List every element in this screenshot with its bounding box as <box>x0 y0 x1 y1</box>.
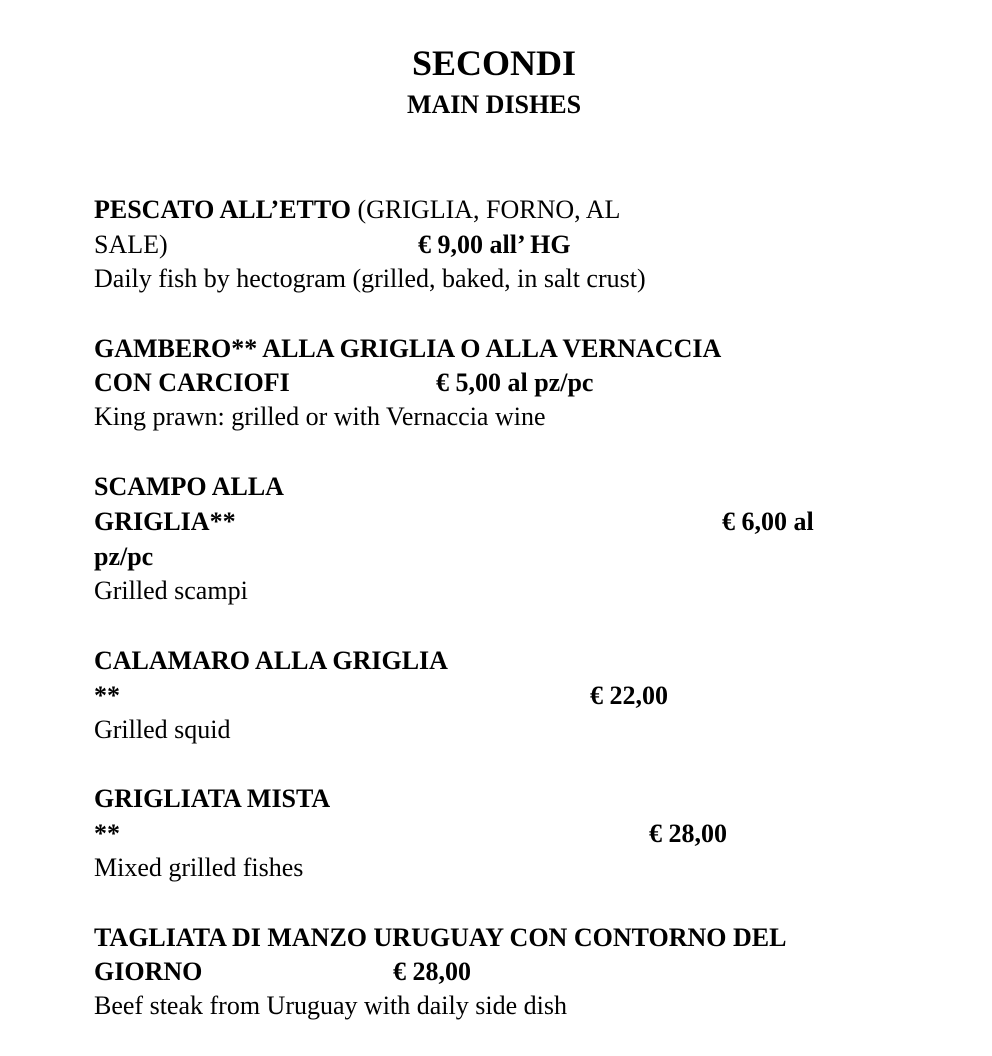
item-description: Grilled squid <box>94 715 231 744</box>
item-price: € 22,00 <box>590 681 668 710</box>
item-name-line3: pz/pc <box>94 542 154 571</box>
item-price: € 5,00 al pz/pc <box>436 368 594 397</box>
item-name-line2: ** <box>94 681 120 710</box>
item-name: PESCATO ALL’ETTO <box>94 195 351 224</box>
item-description: King prawn: grilled or with Vernaccia wine <box>94 402 546 431</box>
item-name-detail: (GRIGLIA, FORNO, AL <box>350 195 621 224</box>
item-name: GRIGLIATA MISTA <box>94 784 331 813</box>
item-description: Beef steak from Uruguay with daily side dish <box>94 991 567 1020</box>
item-name-line2: SALE) <box>94 230 168 259</box>
item-name-line2: GIORNO <box>94 957 203 986</box>
item-name-line2: ** <box>94 819 120 848</box>
item-price: € 9,00 all’ HG <box>418 230 571 259</box>
item-price: € 28,00 <box>649 819 727 848</box>
item-name: SCAMPO ALLA <box>94 472 284 501</box>
item-description: Mixed grilled fishes <box>94 853 304 882</box>
item-name: TAGLIATA DI MANZO URUGUAY CON CONTORNO DEL <box>94 923 787 952</box>
item-name: GAMBERO** ALLA GRIGLIA O ALLA VERNACCIA <box>94 334 722 363</box>
item-name-line <box>94 193 620 227</box>
item-name-line2: CON CARCIOFI <box>94 368 290 397</box>
item-name-line2: GRIGLIA** <box>94 507 236 536</box>
item-description: Grilled scampi <box>94 576 248 605</box>
menu-title: SECONDI <box>411 43 577 83</box>
item-price: € 6,00 al <box>722 507 814 536</box>
item-price: € 28,00 <box>393 957 471 986</box>
menu-subtitle: MAIN DISHES <box>406 90 582 119</box>
item-name: CALAMARO ALLA GRIGLIA <box>94 646 448 675</box>
item-description: Daily fish by hectogram (grilled, baked, in salt crust) <box>94 264 646 293</box>
